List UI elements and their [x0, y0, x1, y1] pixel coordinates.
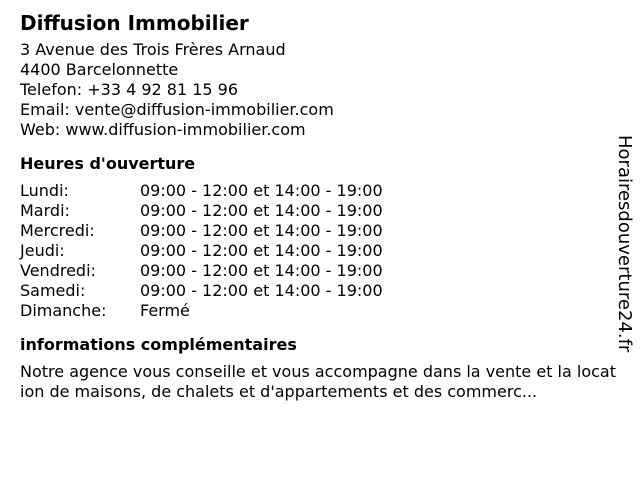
- business-name: Diffusion Immobilier: [20, 11, 249, 35]
- time-value: 09:00 - 12:00 et 14:00 - 19:00: [140, 221, 383, 240]
- web-line: Web: www.diffusion-immobilier.com: [20, 120, 306, 139]
- hours-row-tuesday: [20, 201, 610, 221]
- hours-heading: Heures d'ouverture: [20, 154, 196, 173]
- business-card: [20, 10, 616, 402]
- day-label: Samedi:: [20, 281, 86, 300]
- hours-row-monday: [20, 181, 610, 201]
- address-street: 3 Avenue des Trois Frères Arnaud: [20, 40, 286, 59]
- day-label: Mercredi:: [20, 221, 95, 240]
- phone-line: Telefon: +33 4 92 81 15 96: [20, 80, 239, 99]
- contact-block: [20, 40, 610, 140]
- time-value: 09:00 - 12:00 et 14:00 - 19:00: [140, 281, 383, 300]
- day-label: Mardi:: [20, 201, 70, 220]
- day-label: Jeudi:: [20, 241, 65, 260]
- hours-row-friday: [20, 261, 610, 281]
- hours-table: [20, 181, 610, 321]
- time-value: 09:00 - 12:00 et 14:00 - 19:00: [140, 201, 383, 220]
- email-line: Email: vente@diffusion-immobilier.com: [20, 100, 334, 119]
- hours-row-saturday: [20, 281, 610, 301]
- hours-row-sunday: [20, 301, 610, 321]
- info-heading: informations complémentaires: [20, 335, 297, 354]
- day-label: Dimanche:: [20, 301, 107, 320]
- time-value: 09:00 - 12:00 et 14:00 - 19:00: [140, 181, 383, 200]
- time-value: Fermé: [140, 301, 190, 320]
- day-label: Lundi:: [20, 181, 69, 200]
- site-watermark: Horairesdouverture24.fr: [614, 135, 635, 353]
- hours-row-thursday: [20, 241, 610, 261]
- address-city: 4400 Barcelonnette: [20, 60, 179, 79]
- info-description: Notre agence vous conseille et vous accompagne dans la vente et la location de maisons, de chalets et d'appartements et des commerc...: [20, 362, 616, 401]
- day-label: Vendredi:: [20, 261, 96, 280]
- time-value: 09:00 - 12:00 et 14:00 - 19:00: [140, 241, 383, 260]
- time-value: 09:00 - 12:00 et 14:00 - 19:00: [140, 261, 383, 280]
- hours-row-wednesday: [20, 221, 610, 241]
